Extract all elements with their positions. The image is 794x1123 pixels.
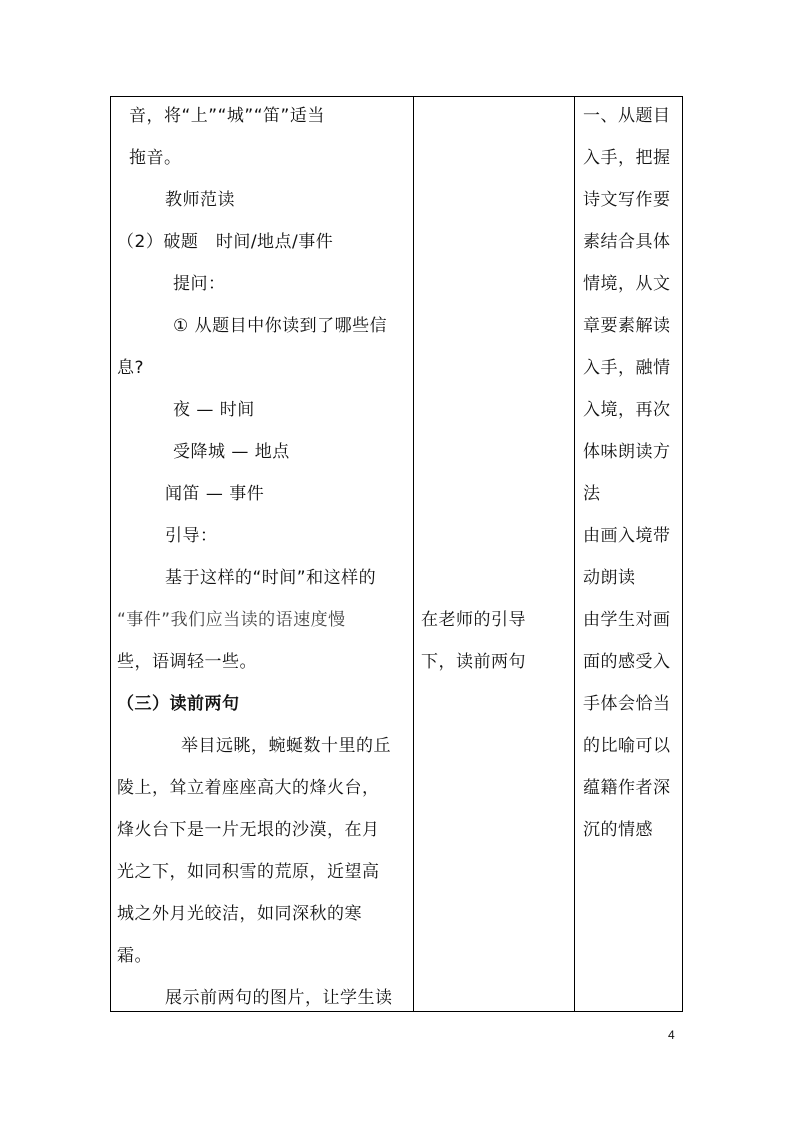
intent-line: 入手，把握 xyxy=(583,148,671,168)
intent-line: 的比喻可以 xyxy=(583,736,671,756)
process-line: “事件”我们应当读的语速度慢 xyxy=(117,610,346,630)
intent-line: 由画入境带 xyxy=(583,526,671,546)
process-line: 拖音。 xyxy=(129,148,182,168)
intent-line: 动朗读 xyxy=(583,568,636,588)
process-line: 引导： xyxy=(165,526,218,546)
process-line: 夜 — 时间 xyxy=(173,400,255,420)
column-divider-2 xyxy=(574,97,575,1011)
process-line: 闻笛 — 事件 xyxy=(165,484,265,504)
intent-line: 蕴籍作者深 xyxy=(583,778,671,798)
process-line: 陵上，耸立着座座高大的烽火台， xyxy=(117,778,380,798)
intent-line: 体味朗读方 xyxy=(583,442,671,462)
process-line: 受降城 — 地点 xyxy=(173,442,290,462)
process-line: 城之外月光皎洁，如同深秋的寒 xyxy=(117,904,362,924)
intent-line: 章要素解读 xyxy=(583,316,671,336)
process-line: 教师范读 xyxy=(165,190,235,210)
column-divider-1 xyxy=(413,97,414,1011)
process-line: 基于这样的“时间”和这样的 xyxy=(165,568,377,588)
process-line: 息? xyxy=(117,358,145,378)
intent-line: 诗文写作要 xyxy=(583,190,671,210)
process-line: 音，将“上”“城”“笛”适当 xyxy=(129,106,325,126)
process-line: 烽火台下是一片无垠的沙漠，在月 xyxy=(117,820,380,840)
intent-line: 法 xyxy=(583,484,601,504)
section-heading: （三）读前两句 xyxy=(117,694,240,714)
process-line: ① 从题目中你读到了哪些信 xyxy=(173,316,388,336)
intent-line: 入境，再次 xyxy=(583,400,671,420)
intent-line: 由学生对画 xyxy=(583,610,671,630)
intent-line: 情境，从文 xyxy=(583,274,671,294)
intent-line: 面的感受入 xyxy=(583,652,671,672)
process-line: 举目远眺，蜿蜒数十里的丘 xyxy=(181,736,391,756)
intent-line: 一、从题目 xyxy=(583,106,671,126)
process-line: 光之下，如同积雪的荒原，近望高 xyxy=(117,862,380,882)
intent-line: 素结合具体 xyxy=(583,232,671,252)
process-line: 提问： xyxy=(173,274,226,294)
process-line: 些，语调轻一些。 xyxy=(117,652,257,672)
intent-line: 入手，融情 xyxy=(583,358,671,378)
intent-line: 沉的情感 xyxy=(583,820,653,840)
activity-line: 下，读前两句 xyxy=(421,652,526,672)
page-number: 4 xyxy=(668,1028,675,1042)
process-line: 霜。 xyxy=(117,946,152,966)
process-subheading: （2）破题 时间/地点/事件 xyxy=(117,232,334,252)
intent-line: 手体会恰当 xyxy=(583,694,671,714)
process-line: 展示前两句的图片，让学生读 xyxy=(165,988,393,1008)
activity-line: 在老师的引导 xyxy=(421,610,526,630)
